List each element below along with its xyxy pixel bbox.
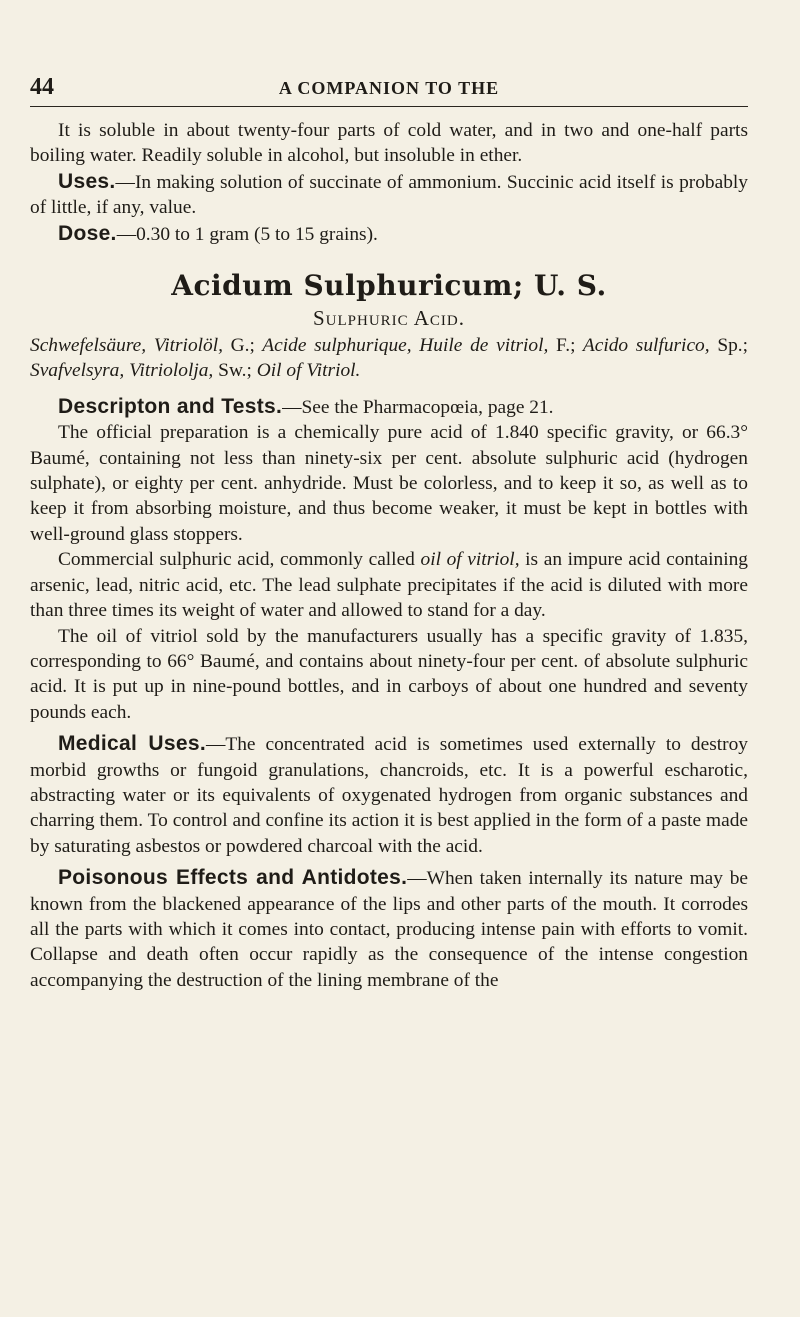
desc-p2-end: is an impure acid containing arsenic, lead, nitric acid, etc. The lead sulphate precipitates if the acid is diluted with more than three times its weight of water and allowed to stand for a day. [30,549,748,622]
page-body [30,118,748,993]
lang-sp: Sp.; [717,335,749,357]
uses-heading: Uses. [58,169,116,193]
description-paragraph-3: The oil of vitriol sold by the manufacturers usually has a specific gravity of 1.835, corresponding to 66° Baumé, and contains about ninety-four per cent. of absolute sulphuric acid. It is put up in nine-pound bottles, and in carboys of about one hundred and seventy pounds each. [30,625,748,723]
dose-paragraph [30,221,748,247]
dose-text: —0.30 to 1 gram (5 to 15 grains). [116,223,378,245]
description-paragraph-2 [30,547,748,623]
synonym-german: Schwefelsäure, Vitriolöl, [30,335,223,357]
medical-uses-text: —The concentrated acid is sometimes used externally to destroy morbid growths or fungoid granulations, chancroids, etc. It is a powerful escharotic, abstracting water or its equivalents of oxygenated hydrogen from organic substances and charring them. To control and confine its action it is best applied in the form of a paste made by saturating asbestos or powdered charcoal with the acid. [30,734,748,857]
lang-f: F.; [556,335,576,357]
uses-text: —In making solution of succinate of ammonium. Succinic acid itself is probably of little, if any, value. [30,171,748,219]
poison-heading: Poisonous Effects and Antidotes. [58,866,408,890]
description-lead [30,394,748,420]
synonym-swedish: Svafvelsyra, Vitriololja, [30,360,214,382]
synonym-french: Acide sulphurique, Huile de vitriol, [262,335,549,357]
synonym-english: Oil of Vitriol. [256,360,361,382]
page-header [30,72,748,107]
description-lead-text: —See the Pharmacopœia, page 21. [282,396,554,418]
dose-heading: Dose. [58,221,117,245]
description-paragraph-1: The official preparation is a chemically pure acid of 1.840 specific gravity, or 66.3° Baumé, containing not less than ninety-six per cent. absolute sulphuric acid (hydrogen sulphate), or eighty per cent. anhydride. Must be colorless, and to keep it so, as well as to keep it from absorbing moisture, and thus become weaker, it must be kept in bottles with well-ground glass stoppers. [30,422,748,545]
poison-paragraph [30,865,748,993]
article-subtitle: Sulphuric Acid. [312,306,466,331]
page-number: 44 [30,74,54,100]
desc-p2-start: Commercial sulphuric acid, commonly called [58,549,415,571]
synonyms-line [30,333,748,384]
synonym-spanish: Acido sulfurico, [582,335,710,357]
description-heading: Descripton and Tests. [58,394,283,418]
lang-sw: Sw.; [218,360,252,382]
running-title: A COMPANION TO THE [278,78,500,98]
article-title: Acidum Sulphuricum; U. S. [171,269,607,303]
lang-g: G.; [230,335,255,357]
poison-text: —When taken internally its nature may be known from the blackened appearance of the lips and other parts of the mouth. It corrodes all the parts with which it comes into contact, producing intense pain with efforts to vomit. Collapse and death often occur rapidly as the consequence of the intense congestion accompanying the destruction of the lining membrane of the [30,868,748,991]
desc-p2-emphasis: oil of vitriol, [420,549,520,571]
uses-paragraph [30,169,748,221]
medical-uses-heading: Medical Uses. [58,732,206,756]
medical-uses-paragraph [30,731,748,859]
solubility-paragraph: It is soluble in about twenty-four parts of cold water, and in two and one-half parts boiling water. Readily soluble in alcohol, but insoluble in ether. [30,120,748,167]
